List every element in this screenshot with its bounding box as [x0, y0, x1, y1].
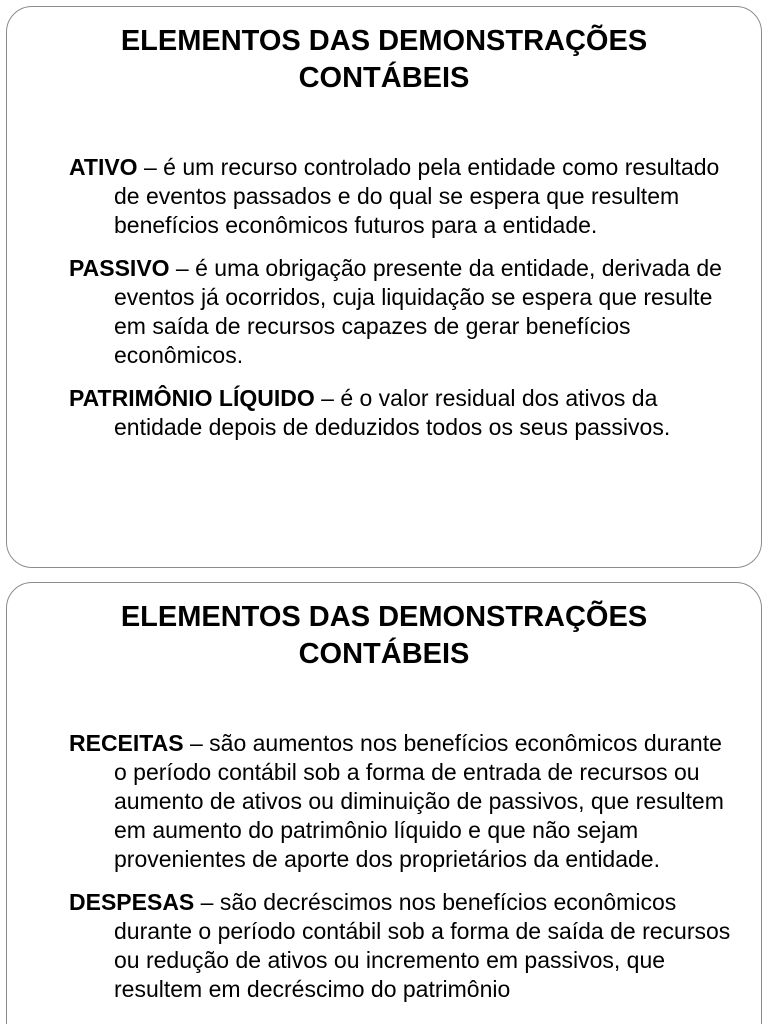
definition-item-patrimonio-liquido: [69, 384, 741, 442]
definition-list: [69, 153, 741, 456]
definition-term: DESPESAS: [69, 889, 195, 915]
definition-term: RECEITAS: [69, 730, 184, 756]
definition-text: – são aumentos nos benefícios econômicos durante o período contábil sob a forma de entrada de recursos ou aumento de ativos ou diminuição de passivos, que resultem em aumento do patrimônio líquido e que não sejam provenientes de aporte dos proprietários da entidade.: [114, 730, 724, 872]
definition-item-despesas: [69, 888, 741, 1004]
slide-title-line-1: ELEMENTOS DAS DEMONSTRAÇÕES: [120, 601, 648, 633]
definition-text: – é um recurso controlado pela entidade como resultado de eventos passados e do qual se espera que resultem benefícios econômicos futuros para a entidade.: [114, 154, 720, 238]
slide-1: [6, 6, 762, 568]
definition-text: – é o valor residual dos ativos da entidade depois de deduzidos todos os seus passivos.: [114, 385, 671, 440]
slide-title-line-1: ELEMENTOS DAS DEMONSTRAÇÕES: [120, 25, 648, 57]
slide-title: [7, 599, 761, 673]
definition-item-passivo: [69, 254, 741, 370]
definition-text: – é uma obrigação presente da entidade, derivada de eventos já ocorridos, cuja liquidação se espera que resulte em saída de recursos capazes de gerar benefícios econômicos.: [114, 255, 722, 368]
definition-term: PATRIMÔNIO LÍQUIDO: [69, 385, 315, 411]
definition-term: PASSIVO: [69, 255, 170, 281]
slide-title-line-2: CONTÁBEIS: [298, 62, 470, 94]
definition-item-ativo: [69, 153, 741, 240]
slide-title: [7, 23, 761, 97]
definition-term: ATIVO: [69, 154, 138, 180]
definition-list: [69, 729, 741, 1018]
definition-item-receitas: [69, 729, 741, 874]
slide-title-line-2: CONTÁBEIS: [298, 638, 470, 670]
slide-2: [6, 582, 762, 1024]
definition-text: – são decréscimos nos benefícios econômicos durante o período contábil sob a forma de saída de recursos ou redução de ativos ou incremento em passivos, que resultem em decréscimo do patrimônio: [114, 889, 731, 1002]
